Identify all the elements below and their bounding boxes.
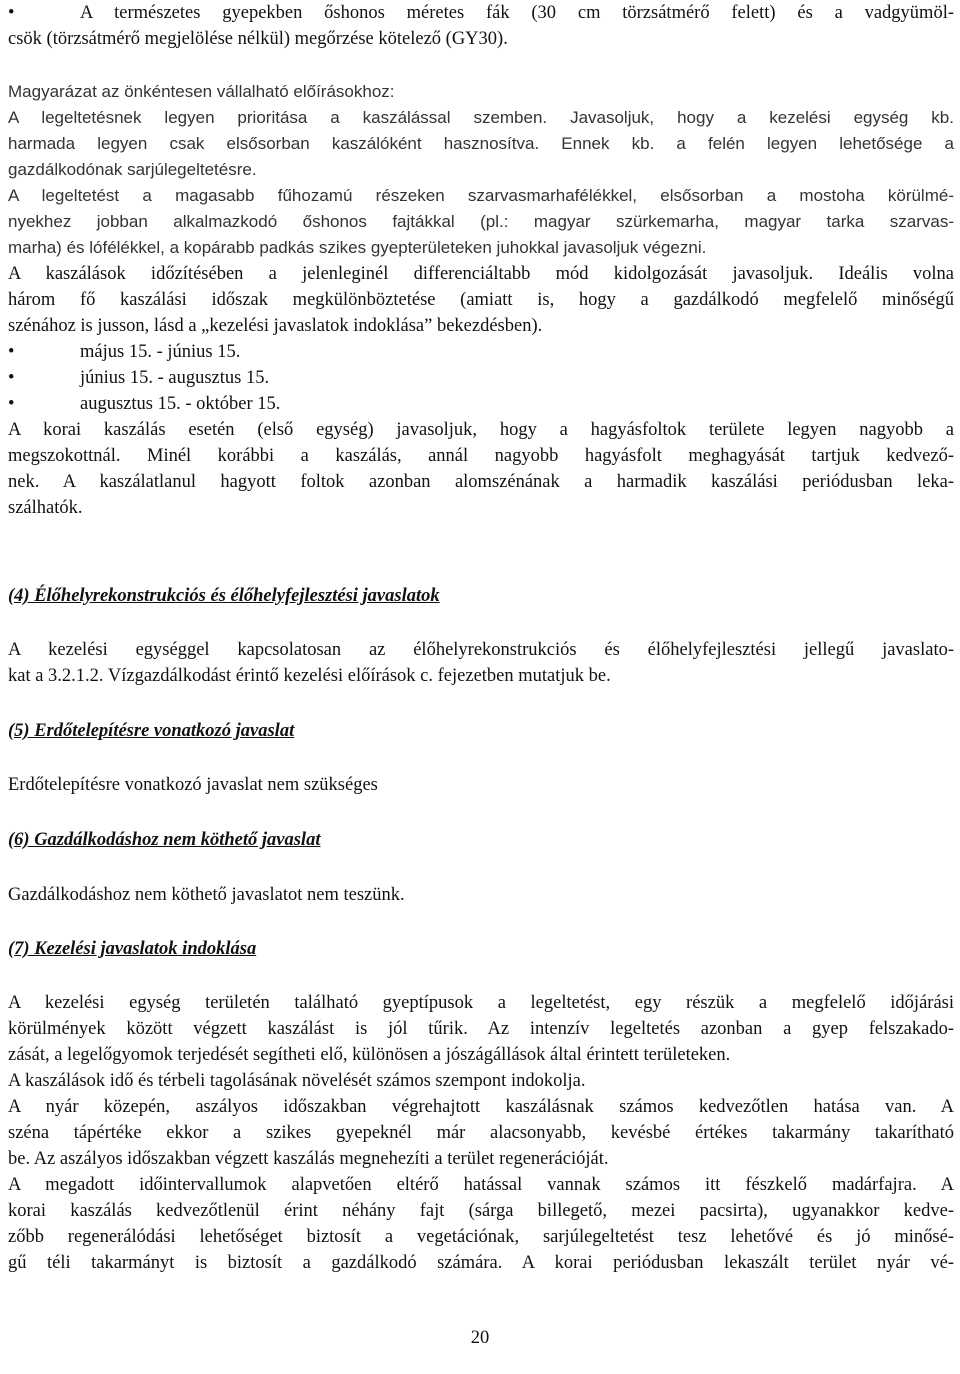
bullet-icon: •	[8, 394, 15, 414]
paragraph-line: zását, a legelőgyomok terjedését segítheti elő, különösen a jószágállások által érintett területeken.	[8, 1045, 731, 1065]
paragraph-line: marha) és lófélékkel, a kopárabb padkás szikes gyepterületeken juhokkal javasoljuk végezni.	[8, 238, 707, 257]
paragraph-line: harmada legyen csak elsősorban kaszálóként hasznosítva. Ennek kb. a felén legyen lehetősége a	[8, 134, 954, 153]
bullet-icon: •	[8, 368, 15, 388]
paragraph-line: nek. A kaszálatlanul hagyott foltok azonban alomszénának a harmadik kaszálási periódusban leka-	[8, 472, 954, 492]
paragraph-line: körülmények között végzett kaszálást is jól tűrik. Az intenzív legeltetés azonban a gyep felszakado-	[8, 1019, 954, 1039]
paragraph-line: be. Az aszályos időszakban végzett kaszálás megnehezíti a terület regenerációját.	[8, 1149, 609, 1169]
paragraph-line: szálhatók.	[8, 498, 83, 518]
section-heading: (6) Gazdálkodáshoz nem köthető javaslat	[8, 830, 321, 850]
paragraph-line: gű téli takarmányt is biztosít a gazdálkodó számára. A korai periódusban lekaszált terület nyár vé-	[8, 1253, 954, 1273]
paragraph-line: A nyár közepén, aszályos időszakban végrehajtott kaszálásnak számos kedvezőtlen hatása van. A	[8, 1097, 954, 1117]
bullet-icon: •	[8, 3, 15, 23]
paragraph-line: A kaszálások időzítésében a jelenleginél differenciáltabb mód kidolgozását javasoljuk. Ideális volna	[8, 264, 954, 284]
paragraph-line: A legeltetést a magasabb fűhozamú részeken szarvasmarhafélékkel, elsősorban a mostoha körülmé-	[8, 186, 954, 205]
paragraph-line: szénához is jusson, lásd a „kezelési javaslatok indoklása” bekezdésben).	[8, 316, 543, 336]
paragraph-line: A megadott időintervallumok alapvetően eltérő hatással vannak számos itt fészkelő madárfajra. A	[8, 1175, 954, 1195]
paragraph-line: megszokottnál. Minél korábbi a kaszálás, annál nagyobb hagyásfolt meghagyását tartjuk kedvező-	[8, 446, 954, 466]
paragraph-line: korai kaszálás kedvezőtlenül érint néhány fajt (sárga billegető, mezei pacsirta), ugyanakkor kedve-	[8, 1201, 954, 1221]
paragraph-line: kat a 3.2.1.2. Vízgazdálkodást érintő kezelési előírások c. fejezetben mutatjuk be.	[8, 666, 611, 686]
bullet-icon: •	[8, 342, 15, 362]
section-heading: (7) Kezelési javaslatok indoklása	[8, 939, 257, 959]
paragraph-line: csök (törzsátmérő megjelölése nélkül) megőrzése kötelező (GY30).	[8, 29, 508, 49]
paragraph-line: A korai kaszálás esetén (első egység) javasoljuk, hogy a hagyásfoltok területe legyen nagyobb a	[8, 420, 954, 440]
section-heading: (4) Élőhelyrekonstrukciós és élőhelyfejlesztési javaslatok	[8, 586, 440, 606]
paragraph-line: gazdálkodónak sarjúlegeltetésre.	[8, 160, 257, 179]
paragraph-line: zőbb regenerálódási lehetőséget biztosít a vegetációnak, sarjúlegeltetést tesz lehetővé és jó minősé-	[8, 1227, 954, 1247]
paragraph-line: széna tápértéke ekkor a szikes gyepeknél már alacsonyabb, kevésbé értékes takarmány takarítható	[8, 1123, 954, 1143]
bullet-item	[8, 0, 954, 26]
paragraph-line: nyekhez jobban alkalmazkodó őshonos fajtákkal (pl.: magyar szürkemarha, magyar tarka szarvas-	[8, 212, 954, 231]
explanation-title: Magyarázat az önkéntesen vállalható előírásokhoz:	[8, 82, 395, 101]
section-heading: (5) Erdőtelepítésre vonatkozó javaslat	[8, 721, 295, 741]
bullet-text: A természetes gyepekben őshonos méretes fák (30 cm törzsátmérő felett) és a vadgyümöl-	[80, 3, 954, 23]
paragraph-line: A legeltetésnek legyen prioritása a kaszálással szemben. Javasoljuk, hogy a kezelési egység kb.	[8, 108, 954, 127]
paragraph-line: A kezelési egységgel kapcsolatosan az élőhelyrekonstrukciós és élőhelyfejlesztési jellegű javaslato-	[8, 640, 954, 660]
paragraph-line: A kaszálások idő és térbeli tagolásának növelését számos szempont indokolja.	[8, 1071, 586, 1091]
paragraph-line: A kezelési egység területén található gyeptípusok a legeltetést, egy részük a megfelelő időjárási	[8, 993, 954, 1013]
paragraph-line: három fő kaszálási időszak megkülönböztetése (amiatt is, hogy a gazdálkodó megfelelő minőségű	[8, 290, 954, 310]
page-number: 20	[470, 1328, 490, 1348]
paragraph-line: Gazdálkodáshoz nem köthető javaslatot nem teszünk.	[8, 885, 405, 905]
paragraph-line: Erdőtelepítésre vonatkozó javaslat nem szükséges	[8, 775, 378, 795]
